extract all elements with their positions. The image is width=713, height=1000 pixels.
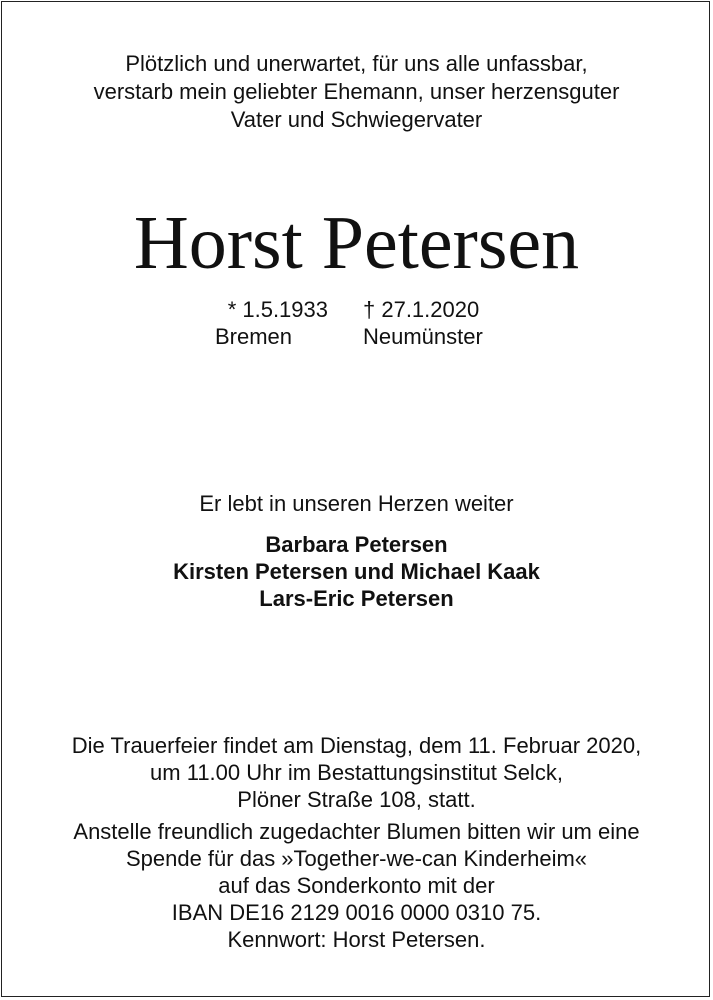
intro-line: verstarb mein geliebter Ehemann, unser herzensguter bbox=[93, 79, 620, 104]
death-place: Neumünster bbox=[363, 324, 483, 349]
service-line: Plöner Straße 108, statt. bbox=[237, 787, 476, 812]
donation-line: Spende für das »Together-we-can Kinderheim« bbox=[125, 846, 588, 871]
intro-line: Vater und Schwiegervater bbox=[230, 107, 483, 132]
donation-line: Anstelle freundlich zugedachter Blumen bitten wir um eine bbox=[73, 819, 640, 844]
family-member: Lars-Eric Petersen bbox=[259, 586, 454, 611]
death-date: † 27.1.2020 bbox=[363, 297, 480, 322]
donation-iban: IBAN DE16 2129 0016 0000 0310 75. bbox=[171, 900, 542, 925]
donation-info bbox=[0, 818, 713, 953]
intro-text bbox=[0, 50, 713, 134]
birth-date: * 1.5.1933 bbox=[227, 297, 328, 322]
birth-place: Bremen bbox=[214, 324, 292, 349]
family-member: Kirsten Petersen und Michael Kaak bbox=[173, 559, 540, 584]
service-line: Die Trauerfeier findet am Dienstag, dem 11. Februar 2020, bbox=[71, 733, 642, 758]
donation-line: Kennwort: Horst Petersen. bbox=[227, 927, 486, 952]
family-list bbox=[0, 531, 713, 612]
donation-line: auf das Sonderkonto mit der bbox=[218, 873, 495, 898]
motto: Er lebt in unseren Herzen weiter bbox=[199, 491, 514, 516]
service-line: um 11.00 Uhr im Bestattungsinstitut Selck, bbox=[150, 760, 563, 785]
death-info bbox=[363, 296, 563, 350]
deceased-name: Horst Petersen bbox=[133, 201, 580, 285]
birth-info bbox=[188, 296, 328, 350]
life-dates bbox=[0, 296, 713, 356]
intro-line: Plötzlich und unerwartet, für uns alle unfassbar, bbox=[125, 51, 588, 76]
service-info bbox=[0, 732, 713, 813]
family-member: Barbara Petersen bbox=[265, 532, 448, 557]
